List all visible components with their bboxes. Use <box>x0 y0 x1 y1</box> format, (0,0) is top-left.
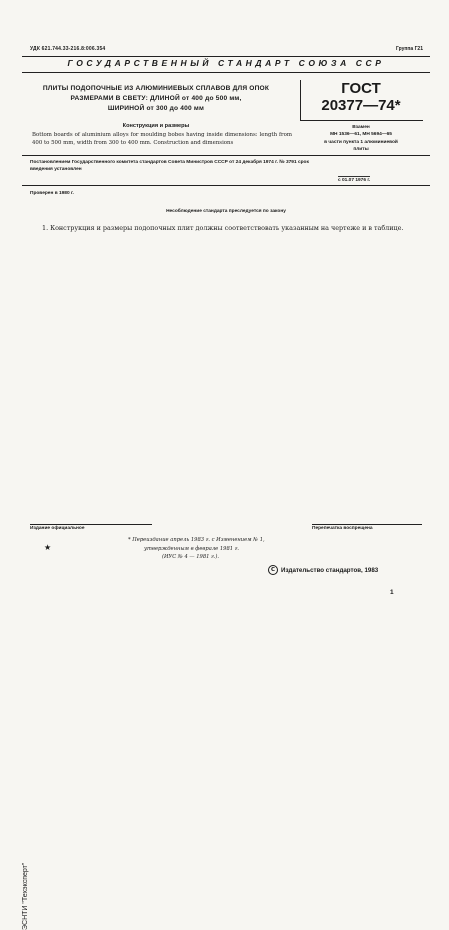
gost-label: ГОСТ <box>341 80 381 97</box>
publisher-line <box>268 565 378 575</box>
reissue-note <box>128 536 348 562</box>
reissue-line-1: * Переиздание апрель 1983 г. с Изменением № 1, <box>128 537 265 543</box>
publisher-name: Издательство стандартов, 1983 <box>281 566 379 574</box>
header-rule-bottom <box>22 72 430 73</box>
decree-text: Постановлением Государственного комитета стандартов Совета Министров СССР от 24 декабря 1974 г. № 3791 срок <box>30 160 309 165</box>
replaces-note <box>300 124 422 154</box>
title-line-1: ПЛИТЫ ПОДОПОЧНЫЕ ИЗ АЛЮМИНИЕВЫХ СПЛАВОВ ДЛЯ ОПОК <box>42 85 270 92</box>
footer-rule-left <box>30 524 152 525</box>
standard-title: ГОСУДАРСТВЕННЫЙ СТАНДАРТ СОЮЗА ССР <box>67 58 385 68</box>
reprint-prohibited-label: Перепечатка воспрещена <box>312 526 373 531</box>
footer-rule-right <box>312 524 422 525</box>
section-rule <box>22 155 430 156</box>
official-edition-label: Издание официальное <box>30 526 85 531</box>
decree-rule <box>22 185 430 186</box>
gost-number: 20377—74* <box>321 97 401 114</box>
replaces-line-2: МН 1536—61, МН 5694—65 <box>330 132 392 138</box>
document-title-en: Bottom boards of aluminium alloys for moulding bobes having inside dimensions: length from 400 to 500 mm, width from 300 to 400 mm. Construction and dimensions <box>32 132 292 146</box>
paragraph-1: 1. Конструкция и размеры подопочных плит должны соответствовать указанным на чертеже и в таблице. <box>42 224 404 232</box>
noncompliance-note: Несоблюдение стандарта преследуется по закону <box>166 209 286 214</box>
replaces-line-4: плиты <box>353 147 369 153</box>
checked-note: Проверен в 1980 г. <box>30 191 74 196</box>
udk-code: УДК 621.744.33-216.8:006.354 <box>30 46 106 52</box>
star-icon: ★ <box>44 543 52 552</box>
decree-text-line2: введения установлен <box>30 167 82 172</box>
document-title-ru <box>32 84 280 114</box>
replaces-line-1: Взамен <box>352 125 370 130</box>
reissue-line-3: (ИУС № 4 — 1981 г.). <box>162 554 220 561</box>
document-subtitle: Конструкция и размеры <box>122 123 190 129</box>
vertical-stamp: ЭСНТИ "Техэксперт" <box>22 862 29 930</box>
group-code: Группа Г21 <box>395 46 423 52</box>
replaces-line-3: в части пункта 1 алюминиевой <box>324 139 398 145</box>
reissue-line-2: утвержденным в феврале 1981 г. <box>144 545 239 552</box>
effective-date: с 01.07 1976 г. <box>338 178 371 183</box>
copyright-icon: C <box>268 565 278 575</box>
title-line-3: ШИРИНОЙ от 300 до 400 мм <box>107 105 205 112</box>
title-line-2: РАЗМЕРАМИ В СВЕТУ: ДЛИНОЙ от 400 до 500 мм, <box>70 95 242 102</box>
header-rule-top <box>22 56 430 57</box>
page-number: 1 <box>390 589 394 596</box>
